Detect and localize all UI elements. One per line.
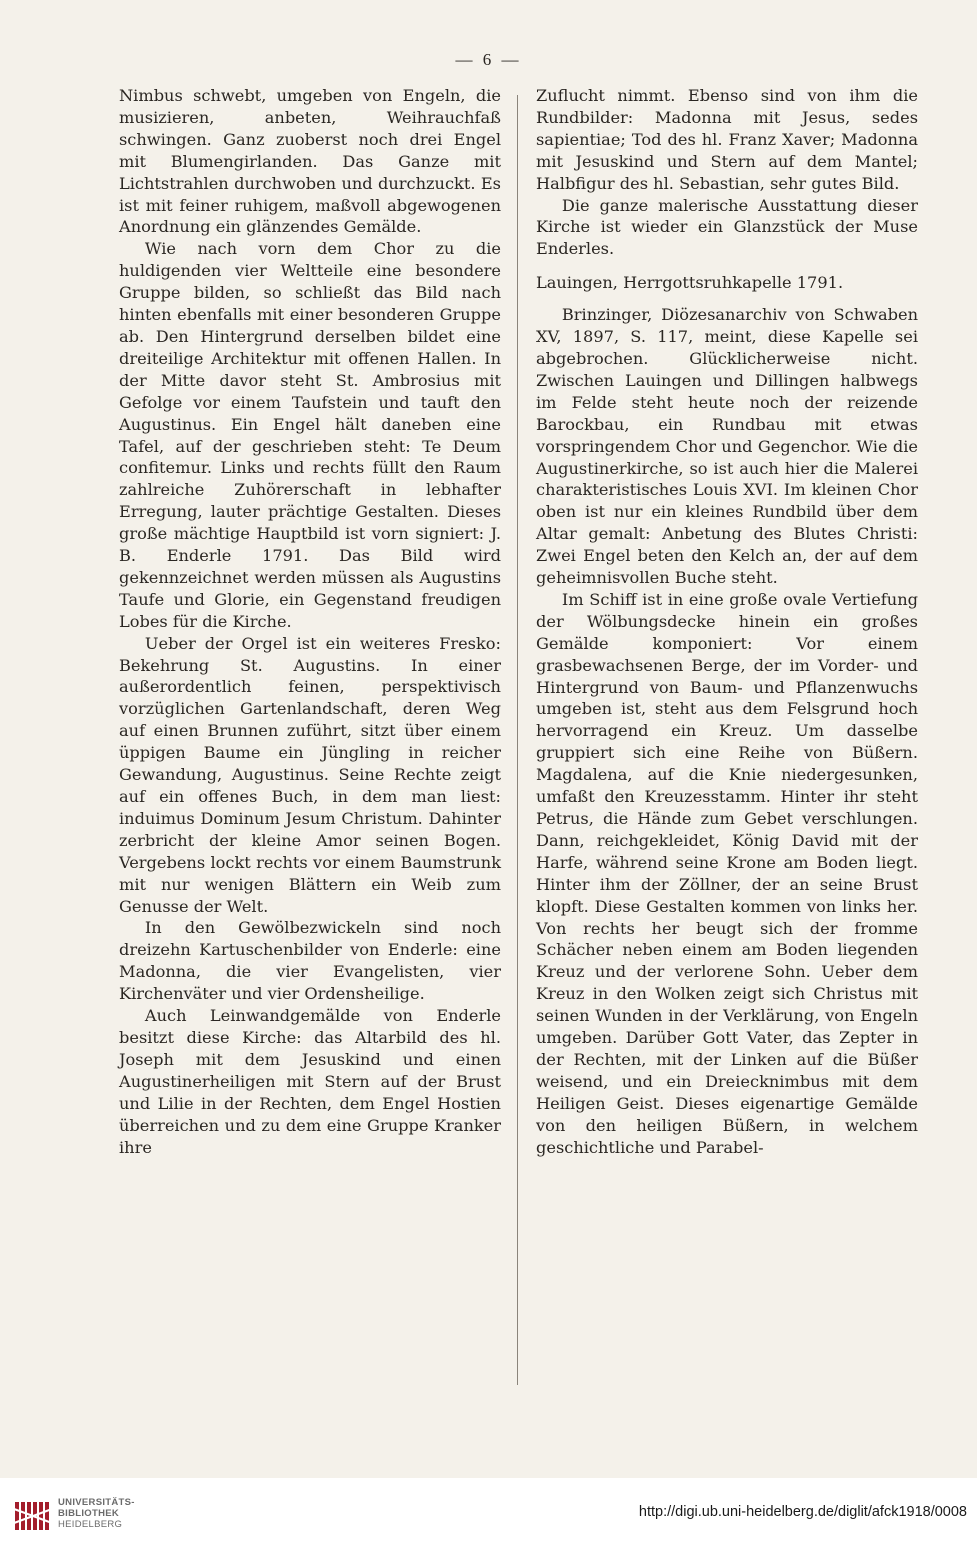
paragraph: Ueber der Orgel ist ein weiteres Fresko: Bekehrung St. Augustins. In einer außerordentlich feinen, perspektivisch vorzüglichen Gartenlandschaft, deren Weg auf einen Brunnen zuführt, sitzt über einem üppigen Baume ein Jüngling in reicher Gewandung, Augustinus. Seine Rechte zeigt auf ein offenes Buch, in dem man liest: induimus Dominum Jesum Christum. Dahinter zerbricht der kleine Amor seinen Bogen. Vergebens lockt rechts vor einem Baumstrunk mit nur wenigen Blättern ein Weib zum Genusse der Welt. (119, 633, 501, 916)
source-url-link[interactable]: http://digi.ub.uni-heidelberg.de/diglit/afck1918/0008 (638, 1504, 967, 1520)
paragraph: Nimbus schwebt, umgeben von Engeln, die musizieren, anbeten, Weihrauchfaß schwingen. Ganz zuoberst noch drei Engel mit Blumengirlanden. Das Ganze mit Lichtstrahlen durchwoben und durchzuckt. Es ist mit feiner ruhigem, maßvoll abgewogenen Anordnung ein glänzendes Gemälde. (119, 86, 501, 237)
paragraph: Zuflucht nimmt. Ebenso sind von ihm die Rundbilder: Madonna mit Jesus, sedes sapientiae; Tod des hl. Franz Xaver; Madonna mit Jesuskind und Stern auf dem Mantel; Halbfigur des hl. Sebastian, sehr gutes Bild. (536, 86, 918, 193)
left-column (119, 85, 501, 1158)
library-name: UNIVERSITÄTS- BIBLIOTHEK HEIDELBERG (58, 1497, 135, 1530)
paragraph: Wie nach vorn dem Chor zu die huldigenden vier Weltteile eine besondere Gruppe bilden, so schließt das Bild nach hinten ebenfalls mit einer besonderen Gruppe ab. Den Hintergrund derselben bildet eine dreiteilige Architektur mit offenen Hallen. In der Mitte davor steht St. Ambrosius mit Gefolge vor einem Taufstein und tauft den Augustinus. Ein Engel hält daneben eine Tafel, auf der geschrieben steht: Te Deum confitemur. Links und rechts füllt den Raum zahlreiche Zuhörerschaft in lebhafter Erregung, lauter prächtige Gestalten. Dieses große mächtige Hauptbild ist vorn signiert: J. B. Enderle 1791. Das Bild wird gekennzeichnet werden müssen als Augustins Taufe und Glorie, ein Gegenstand freudigen Lobes für die Kirche. (119, 239, 501, 631)
paragraph: Brinzinger, Diözesanarchiv von Schwaben XV, 1897, S. 117, meint, diese Kapelle sei abgebrochen. Glücklicherweise nicht. Zwischen Lauingen und Dillingen halbwegs im Felde steht heute noch der reizende Barockbau, ein Rundbau mit etwas vorspringendem Chor und Gegenchor. Wie die Augustinerkirche, so ist auch hier die Malerei charakteristisches Louis XVI. Im kleinen Chor oben ist nur ein kleines Rundbild über dem Altar gemalt: Anbetung des Blutes Christi: Zwei Engel beten den Kelch an, der auf dem geheimnisvollen Buche steht. (536, 305, 918, 588)
paragraph: In den Gewölbezwickeln sind noch dreizehn Kartuschenbilder von Enderle: eine Madonna, die vier Evangelisten, vier Kirchenväter und vier Ordensheilige. (119, 918, 501, 1004)
page-number: — 6 — (455, 50, 522, 69)
footer-bar (0, 1478, 977, 1556)
section-heading: Lauingen, Herrgottsruhkapelle 1791. (536, 273, 844, 293)
paragraph: Auch Leinwandgemälde von Enderle besitzt diese Kirche: das Altarbild des hl. Joseph mit dem Jesuskind und einen Augustinerheiligen mit Stern auf der Brust und Lilie in der Rechten, dem Engel Hostien überreichen und zu dem eine Gruppe Kranker ihre (119, 1006, 501, 1157)
column-divider (517, 95, 518, 1385)
university-library-logo-icon (14, 1500, 52, 1532)
right-column (536, 85, 918, 1159)
paragraph: Die ganze malerische Ausstattung dieser Kirche ist wieder ein Glanzstück der Muse Enderles. (536, 195, 918, 259)
paragraph: Im Schiff ist in eine große ovale Vertiefung der Wölbungsdecke hinein ein großes Gemälde komponiert: Vor einem grasbewachsenen Berge, der im Vorder- und Hintergrund von Baum- und Pflanzenwuchs umgeben ist, steht aus dem Felsgrund hoch hervorragend ein Kreuz. Um dasselbe gruppiert sich eine Reihe von Büßern. Magdalena, auf die Knie niedergesunken, umfaßt den Kreuzesstamm. Hinter ihr steht Petrus, die Hände zum Gebet verschlungen. Dann, reichgekleidet, König David mit der Harfe, während seine Krone am Boden liegt. Hinter ihm der Zöllner, der an seine Brust klopft. Diese Gestalten kommen von links her. Von rechts her beugt sich der fromme Schächer neben einem am Boden liegenden Kreuz und der verlorene Sohn. Ueber dem Kreuz in den Wolken zeigt sich Christus mit seinen Wunden in der Verklärung, von Engeln umgeben. Darüber Gott Vater, das Zepter in der Rechten, mit der Linken auf die Büßer weisend, und ein Dreiecknimbus mit dem Heiligen Geist. Dieses eigenartige Gemälde von den heiligen Büßern, in welchem geschichtliche und Parabel- (536, 589, 918, 1157)
